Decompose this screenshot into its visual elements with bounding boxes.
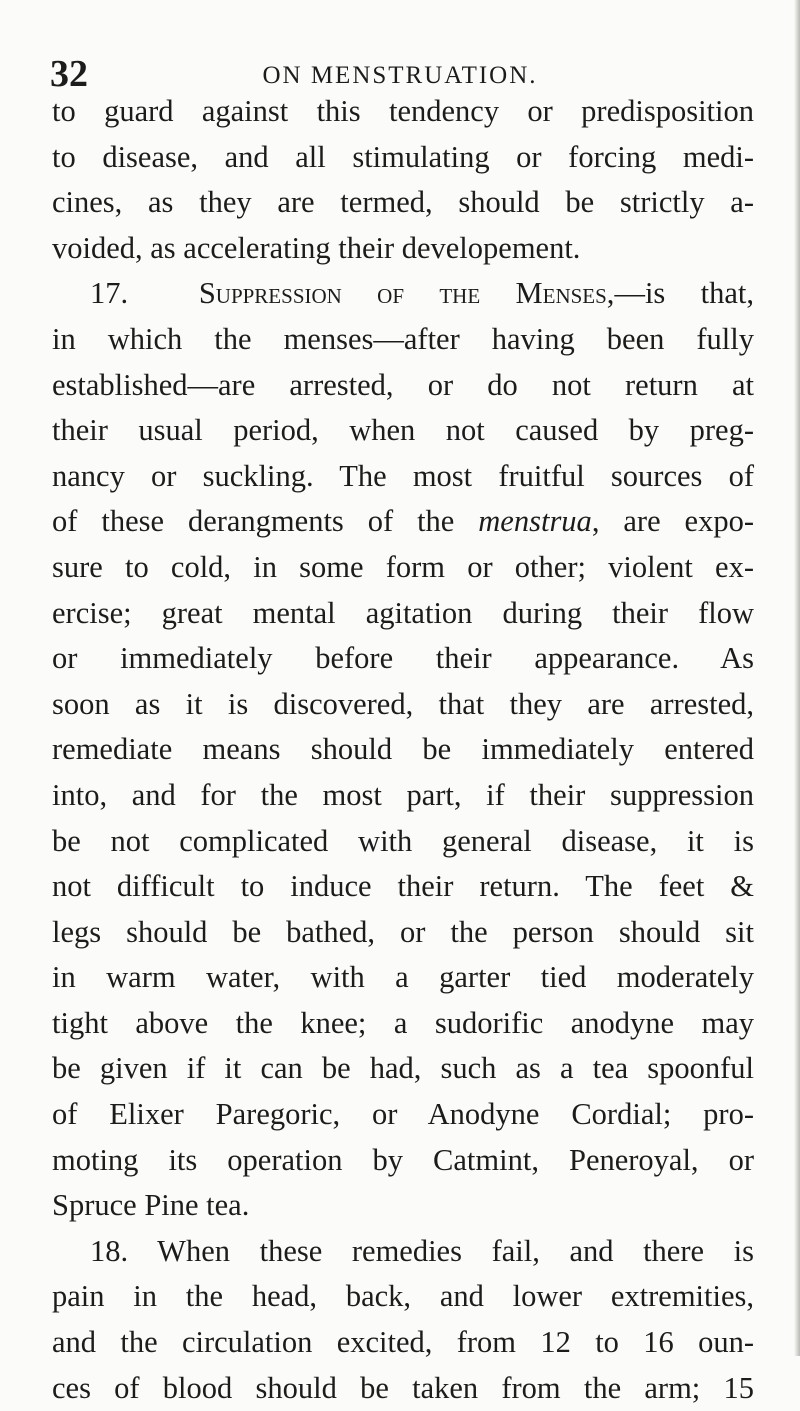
text-line: their usual period, when not caused by preg- <box>52 413 754 448</box>
page-number: 32 <box>50 53 88 95</box>
text-line: and the circulation excited, from 12 to 16 oun- <box>52 1325 754 1360</box>
body-text <box>52 89 754 1411</box>
text-line: Spruce Pine tea. <box>52 1188 250 1223</box>
section-heading-tail: —is that, <box>614 276 754 311</box>
text-line: legs should be bathed, or the person should sit <box>52 914 754 949</box>
section-number: 17. <box>90 276 129 311</box>
text-line: or immediately before their appearance. As <box>52 641 754 676</box>
text-line: be not complicated with general disease, it is <box>52 823 754 858</box>
text-line: established—are arrested, or do not return at <box>52 367 754 402</box>
text-line: soon as it is discovered, that they are arrested, <box>52 686 754 721</box>
text-line: ces of blood should be taken from the arm; 15 <box>52 1370 754 1405</box>
text-line: into, and for the most part, if their suppression <box>52 777 754 812</box>
text-line: be given if it can be had, such as a tea spoonful <box>52 1051 754 1086</box>
text-line: tight above the knee; a sudorific anodyne may <box>52 1005 754 1040</box>
text-line-menstrua <box>52 499 754 545</box>
text-line: pain in the head, back, and lower extremities, <box>52 1279 754 1314</box>
italic-term: menstrua <box>478 504 592 539</box>
text-line: not difficult to induce their return. The feet & <box>52 869 754 904</box>
text-line: in warm water, with a garter tied moderately <box>52 960 754 995</box>
text-span: , are expo- <box>591 504 754 539</box>
text-line: moting its operation by Catmint, Peneroyal, or <box>52 1142 754 1177</box>
text-line: cines, as they are termed, should be strictly a- <box>52 185 754 220</box>
running-head: ON MENSTRUATION. <box>262 62 538 89</box>
text-line: to disease, and all stimulating or forcing medi- <box>52 139 754 174</box>
text-line: voided, as accelerating their developement. <box>52 230 581 265</box>
text-line: remediate means should be immediately entered <box>52 732 754 767</box>
text-span: of these derangments of the <box>52 504 479 539</box>
text-line: nancy or suckling. The most fruitful sources of <box>52 458 754 493</box>
section-17-heading-line <box>52 271 754 317</box>
text-line: in which the menses—after having been fully <box>52 321 754 356</box>
page-edge-shadow <box>794 0 800 1356</box>
text-line: of Elixer Paregoric, or Anodyne Cordial; pro- <box>52 1097 754 1132</box>
text-line: ercise; great mental agitation during their flow <box>52 595 754 630</box>
text-line: to guard against this tendency or predisposition <box>52 94 754 128</box>
section-heading: Suppression of the Menses, <box>198 276 615 311</box>
text-line: sure to cold, in some form or other; violent ex- <box>52 549 754 584</box>
section-18-line: 18. When these remedies fail, and there is <box>90 1233 754 1268</box>
